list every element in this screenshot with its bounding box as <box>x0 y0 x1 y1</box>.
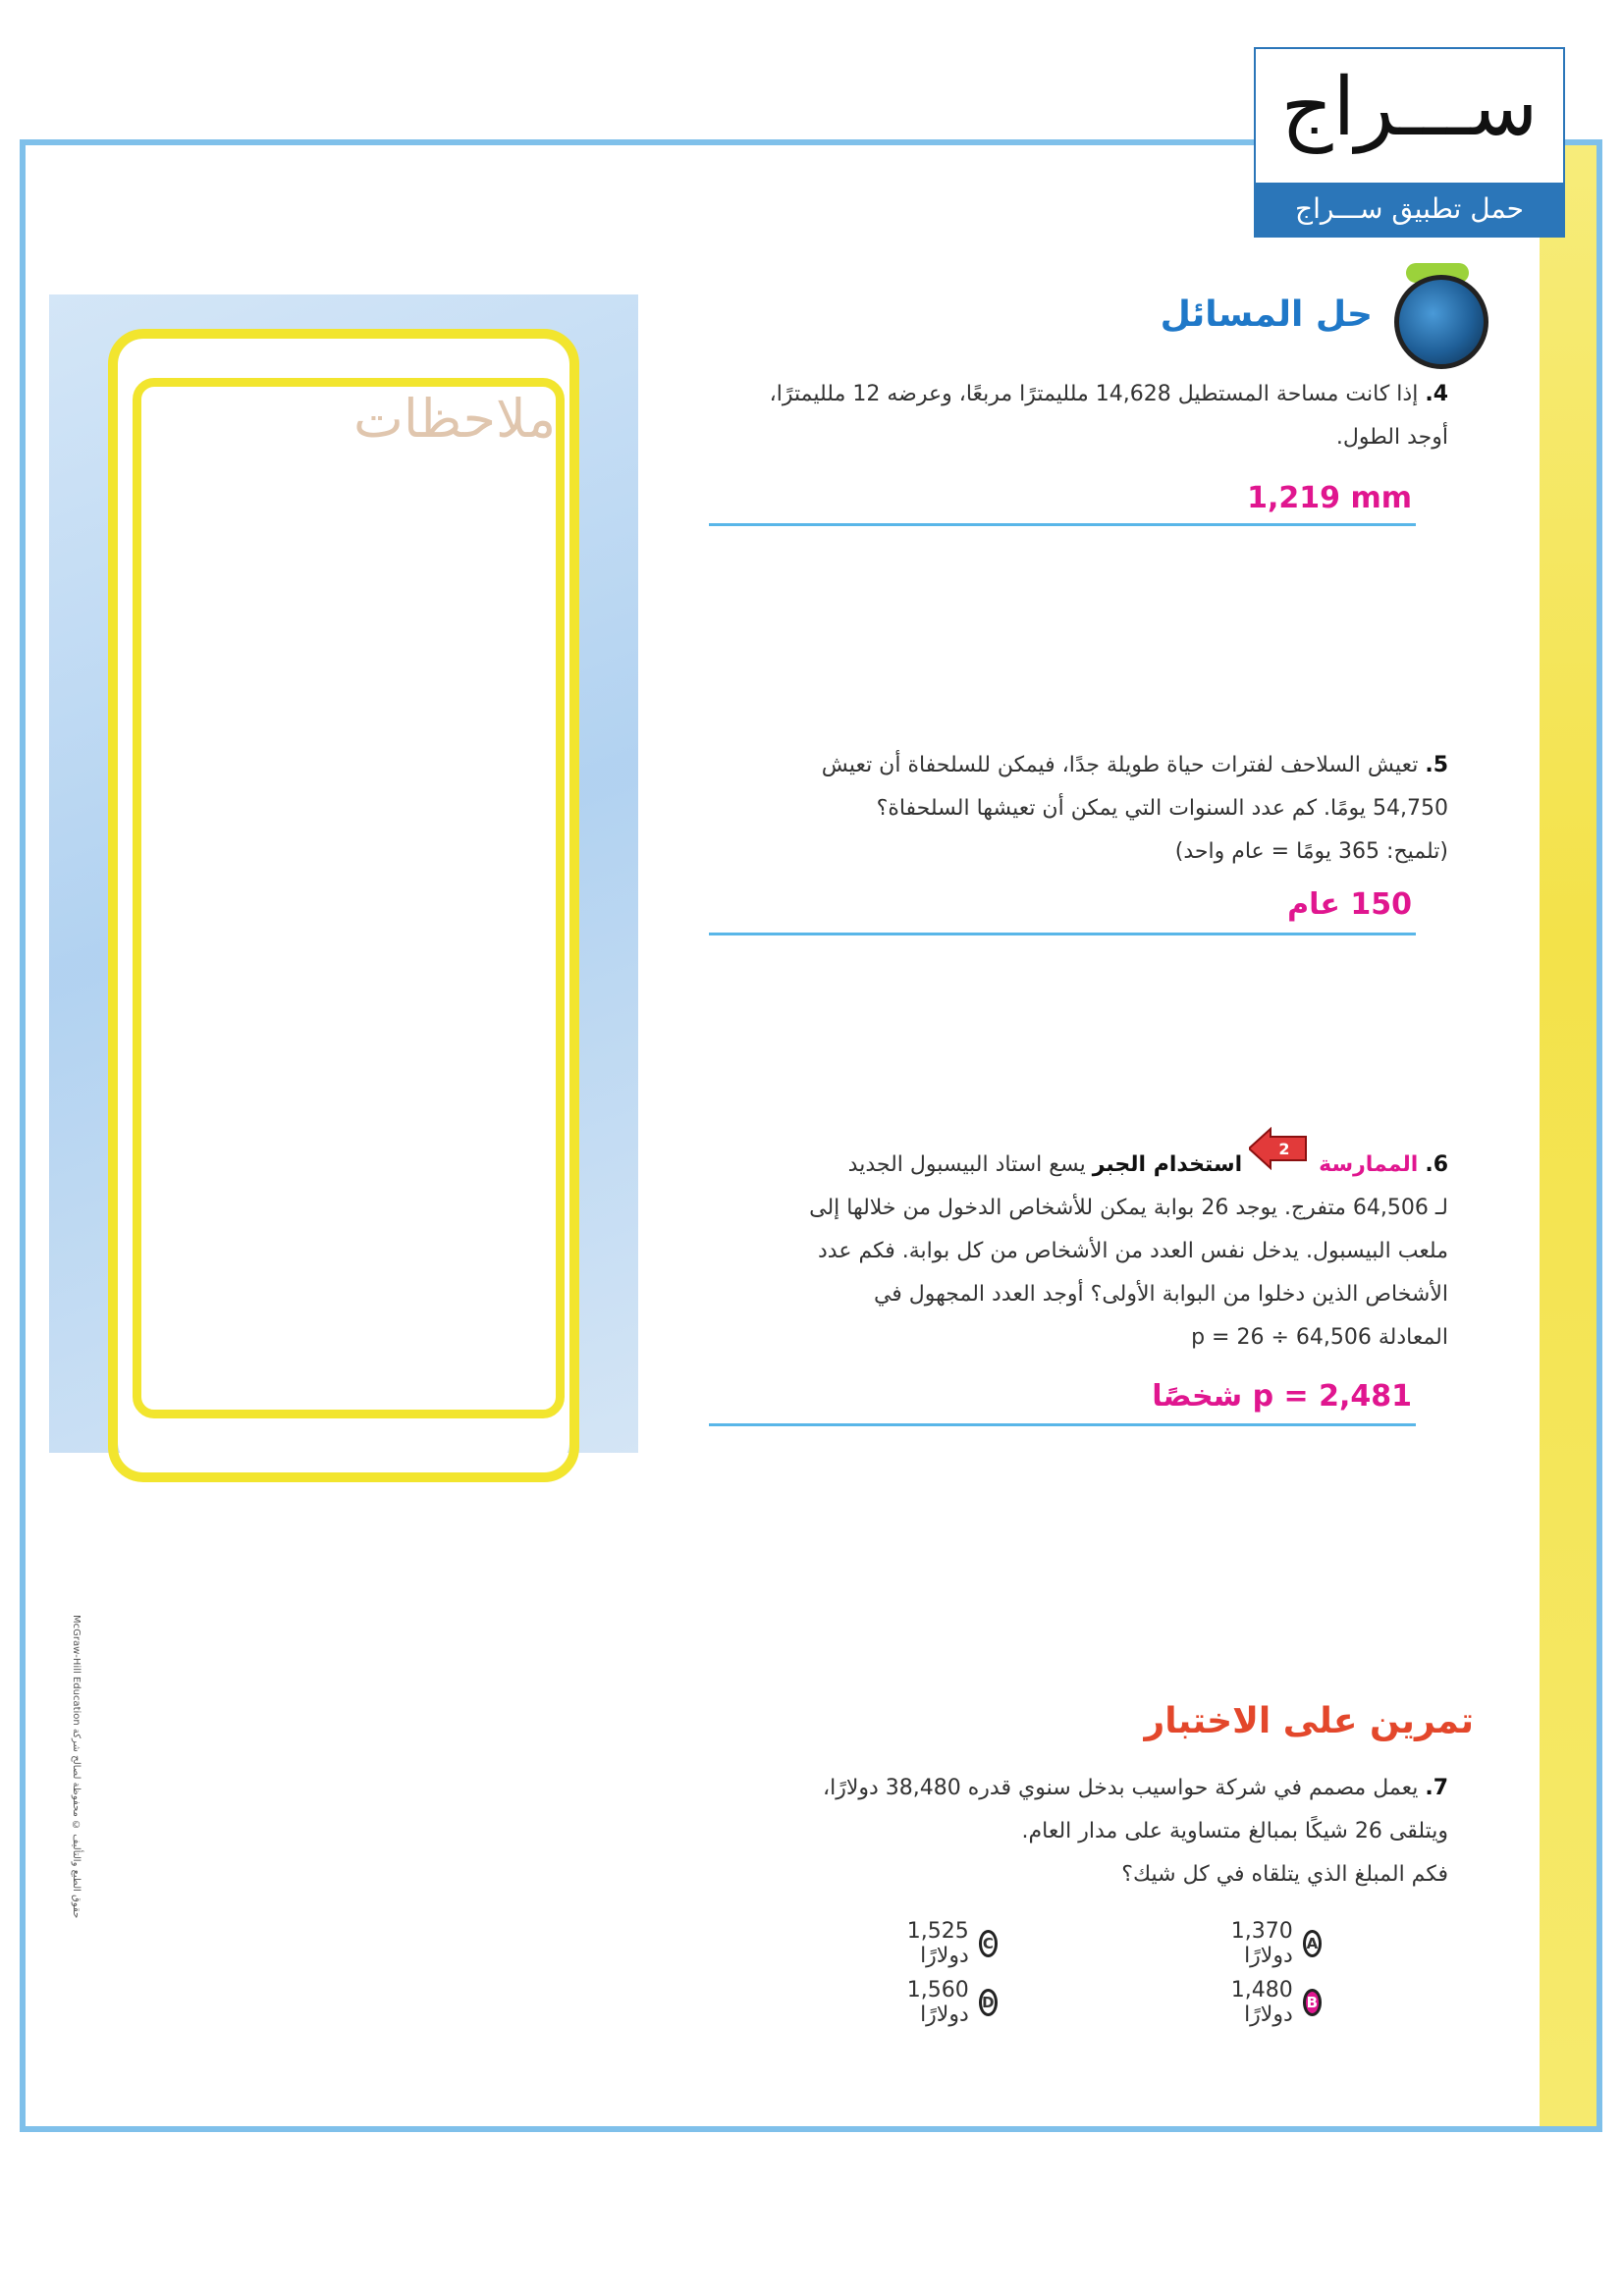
problem-number: 7. <box>1425 1776 1448 1800</box>
option-letter-selected: B <box>1303 1989 1322 2016</box>
option-letter: A <box>1303 1930 1322 1957</box>
problem-number: 4. <box>1425 382 1448 406</box>
logo-tagline: حمل تطبيق ســـراج <box>1256 183 1563 236</box>
globe-icon <box>1394 275 1488 369</box>
logo-word: ســـراج <box>1280 61 1539 154</box>
problem-line: ويتلقى 26 شيكًا بمبالغ متساوية على مدار العام. <box>1021 1819 1448 1843</box>
option-text: 1,480 دولارًا <box>1230 1978 1293 2027</box>
answer-6: p = 2,481 شخصًا <box>1152 1379 1412 1414</box>
problem-line: أوجد الطول. <box>1335 425 1448 450</box>
problem-7 <box>565 1767 1448 1896</box>
problem-number: 5. <box>1425 753 1448 777</box>
problem-line: المعادلة p = 26 ÷ 64,506 <box>1191 1325 1448 1350</box>
solve-section-title: حل المسائل <box>1160 294 1373 335</box>
practice-badge: 2 <box>1278 1140 1290 1158</box>
option-letter: D <box>979 1989 998 2016</box>
answer-line <box>709 933 1416 935</box>
practice-arrow-icon <box>1249 1127 1308 1170</box>
copyright-credit: حقوق الطبع والتأليف © محفوظة لصالح شركة McGraw-Hill Education <box>71 1615 81 1919</box>
option-c[interactable] <box>898 1919 998 1968</box>
option-text: 1,560 دولارًا <box>906 1978 969 2027</box>
problem-line: تعيش السلاحف لفترات حياة طويلة جدًا، فيمكن للسلحفاة أن تعيش <box>821 753 1419 777</box>
option-letter: C <box>979 1930 998 1957</box>
problem-number: 6. <box>1425 1152 1448 1177</box>
highlight-outline-inner <box>133 378 565 1418</box>
answer-line <box>709 1423 1416 1426</box>
problem-line: (تلميح: 365 يومًا = عام واحد) <box>1174 839 1448 864</box>
yellow-side-strip <box>1540 145 1596 2126</box>
option-d[interactable] <box>898 1978 998 2027</box>
problem-4 <box>565 373 1448 459</box>
problem-6 <box>663 1144 1448 1360</box>
option-a[interactable] <box>1222 1919 1322 1968</box>
problem-line: إذا كانت مساحة المستطيل 14,628 ملليمترًا مربعًا، وعرضه 12 ملليمترًا، <box>769 382 1419 406</box>
problem-line: الأشخاص الذين دخلوا من البوابة الأولى؟ أوجد العدد المجهول في <box>873 1282 1448 1307</box>
answer-line <box>709 523 1416 526</box>
problem-line: لـ 64,506 متفرج. يوجد 26 بوابة يمكن للأشخاص الدخول من خلالها إلى <box>809 1196 1448 1220</box>
problem-line: 54,750 يومًا. كم عدد السنوات التي يمكن أن تعيشها السلحفاة؟ <box>876 796 1448 821</box>
answer-4: 1,219 mm <box>1247 481 1412 515</box>
notes-label: ملاحظات <box>353 388 557 450</box>
option-text: 1,370 دولارًا <box>1230 1919 1293 1968</box>
siraj-logo <box>1254 47 1565 238</box>
practice-label: الممارسة <box>1319 1152 1419 1177</box>
problem-5 <box>565 744 1448 874</box>
problem-line: يعمل مصمم في شركة حواسيب بدخل سنوي قدره 38,480 دولارًا، <box>822 1776 1419 1800</box>
problem-line: يسع استاد البيسبول الجديد <box>847 1152 1086 1177</box>
option-text: 1,525 دولارًا <box>906 1919 969 1968</box>
test-section-title: تمرين على الاختبار <box>1144 1701 1474 1741</box>
algebra-label: استخدام الجبر <box>1092 1152 1243 1177</box>
problem-line: فكم المبلغ الذي يتلقاه في كل شيك؟ <box>1121 1862 1448 1887</box>
answer-5: 150 عام <box>1287 887 1412 922</box>
problem-line: ملعب البيسبول. يدخل نفس العدد من الأشخاص من كل بوابة. فكم عدد <box>818 1239 1448 1263</box>
option-b[interactable] <box>1222 1978 1322 2027</box>
